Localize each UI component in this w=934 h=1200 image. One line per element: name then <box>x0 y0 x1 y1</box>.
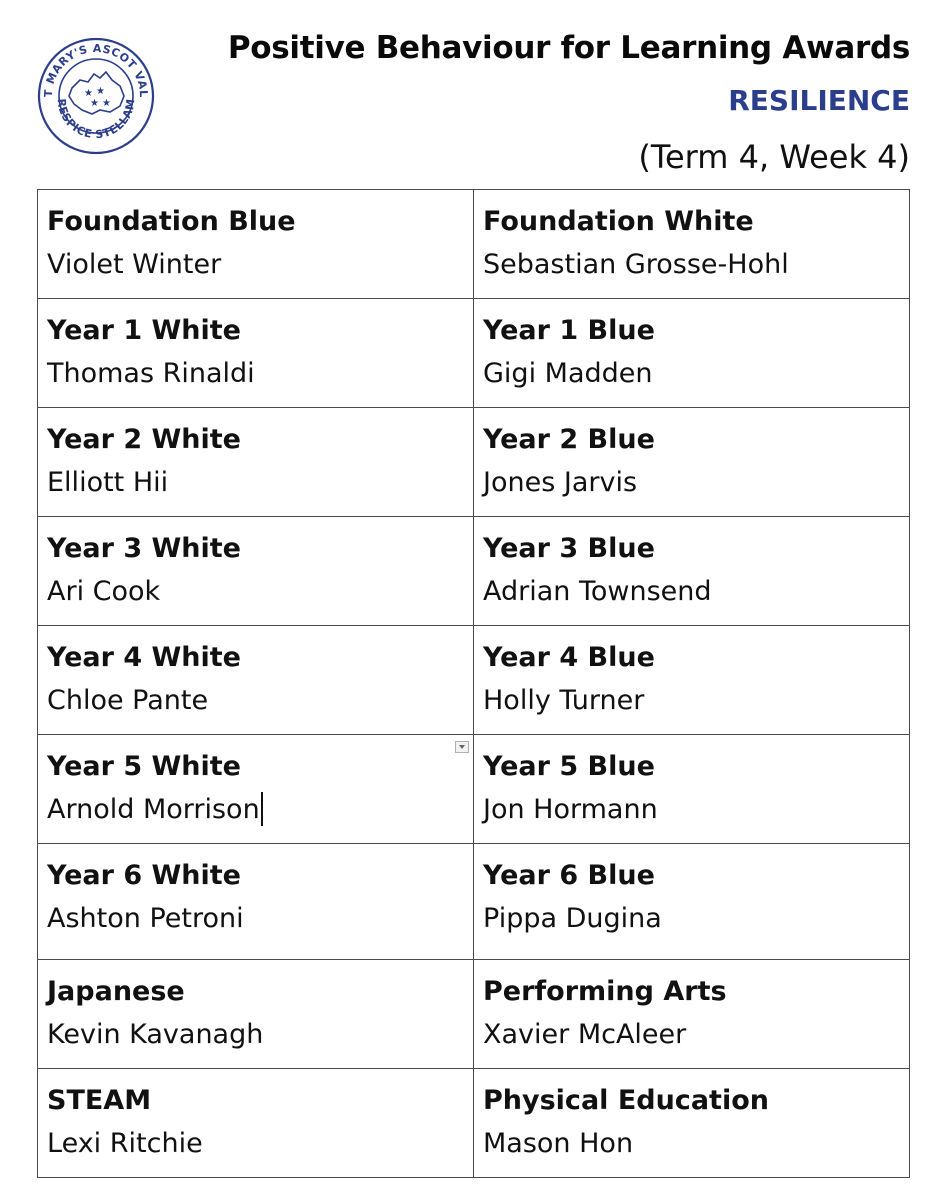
student-name-editing[interactable] <box>47 791 464 829</box>
text-cursor <box>261 792 263 826</box>
student-name: Ashton Petroni <box>47 903 244 934</box>
table-row <box>38 517 910 626</box>
student-name: Xavier McAleer <box>483 1019 687 1050</box>
crest-star-3: ★ <box>90 98 99 109</box>
student-name: Lexi Ritchie <box>47 1128 203 1159</box>
award-cell[interactable] <box>38 626 474 735</box>
student-name: Thomas Rinaldi <box>47 358 255 389</box>
class-name: Physical Education <box>483 1085 769 1116</box>
student-name: Pippa Dugina <box>483 903 662 934</box>
crest-bottom-text: RESPICE STELLAM <box>54 97 138 142</box>
class-name: Year 1 White <box>47 315 241 346</box>
table-row <box>38 190 910 299</box>
school-crest-icon <box>36 36 156 156</box>
class-name: Year 5 White <box>47 751 241 782</box>
class-name: Year 6 Blue <box>483 860 655 891</box>
table-row <box>38 735 910 844</box>
award-cell[interactable] <box>38 844 474 960</box>
class-name: Year 3 White <box>47 533 241 564</box>
student-name: Chloe Pante <box>47 685 209 716</box>
student-name: Kevin Kavanagh <box>47 1019 264 1050</box>
award-category: RESILIENCE <box>728 84 910 117</box>
student-name: Arnold Morrison <box>47 794 260 825</box>
crest-top-text: T MARY'S ASCOT VAL <box>41 41 151 98</box>
award-cell[interactable] <box>38 1069 474 1178</box>
student-name: Holly Turner <box>483 685 645 716</box>
award-cell[interactable] <box>474 299 910 408</box>
award-cell[interactable] <box>474 408 910 517</box>
award-cell[interactable] <box>38 190 474 299</box>
award-cell[interactable] <box>474 1069 910 1178</box>
class-name: Japanese <box>47 976 185 1007</box>
awards-table <box>37 189 910 1178</box>
table-row <box>38 626 910 735</box>
student-name: Elliott Hii <box>47 467 169 498</box>
crest-star-4: ★ <box>102 98 111 109</box>
award-cell[interactable] <box>38 960 474 1069</box>
class-name: Year 5 Blue <box>483 751 655 782</box>
class-name: Year 1 Blue <box>483 315 655 346</box>
award-cell[interactable] <box>38 299 474 408</box>
crest-star-1: ★ <box>84 88 93 99</box>
award-cell[interactable] <box>38 408 474 517</box>
class-name: Foundation Blue <box>47 206 296 237</box>
class-name: Year 6 White <box>47 860 241 891</box>
table-row <box>38 408 910 517</box>
student-name: Adrian Townsend <box>483 576 712 607</box>
cell-dropdown-icon[interactable] <box>455 741 469 753</box>
term-week-label: (Term 4, Week 4) <box>638 138 910 176</box>
class-name: Year 2 Blue <box>483 424 655 455</box>
class-name: Year 2 White <box>47 424 241 455</box>
table-row <box>38 960 910 1069</box>
award-cell[interactable] <box>38 517 474 626</box>
award-cell[interactable] <box>474 844 910 960</box>
student-name: Violet Winter <box>47 249 222 280</box>
award-cell[interactable] <box>474 735 910 844</box>
student-name: Mason Hon <box>483 1128 634 1159</box>
award-cell[interactable] <box>474 960 910 1069</box>
student-name: Sebastian Grosse-Hohl <box>483 249 789 280</box>
page-title: Positive Behaviour for Learning Awards <box>227 30 910 66</box>
crest-star-2: ★ <box>96 86 105 97</box>
table-row <box>38 844 910 960</box>
student-name: Ari Cook <box>47 576 161 607</box>
award-cell[interactable] <box>38 735 474 844</box>
award-cell[interactable] <box>474 190 910 299</box>
student-name: Gigi Madden <box>483 358 653 389</box>
award-cell[interactable] <box>474 517 910 626</box>
school-crest-svg <box>36 36 156 156</box>
table-row <box>38 299 910 408</box>
table-row <box>38 1069 910 1178</box>
class-name: Performing Arts <box>483 976 727 1007</box>
award-cell[interactable] <box>474 626 910 735</box>
student-name: Jon Hormann <box>483 794 658 825</box>
class-name: Year 3 Blue <box>483 533 655 564</box>
student-name: Jones Jarvis <box>483 467 638 498</box>
class-name: Year 4 White <box>47 642 241 673</box>
class-name: STEAM <box>47 1085 152 1116</box>
class-name: Foundation White <box>483 206 754 237</box>
class-name: Year 4 Blue <box>483 642 655 673</box>
